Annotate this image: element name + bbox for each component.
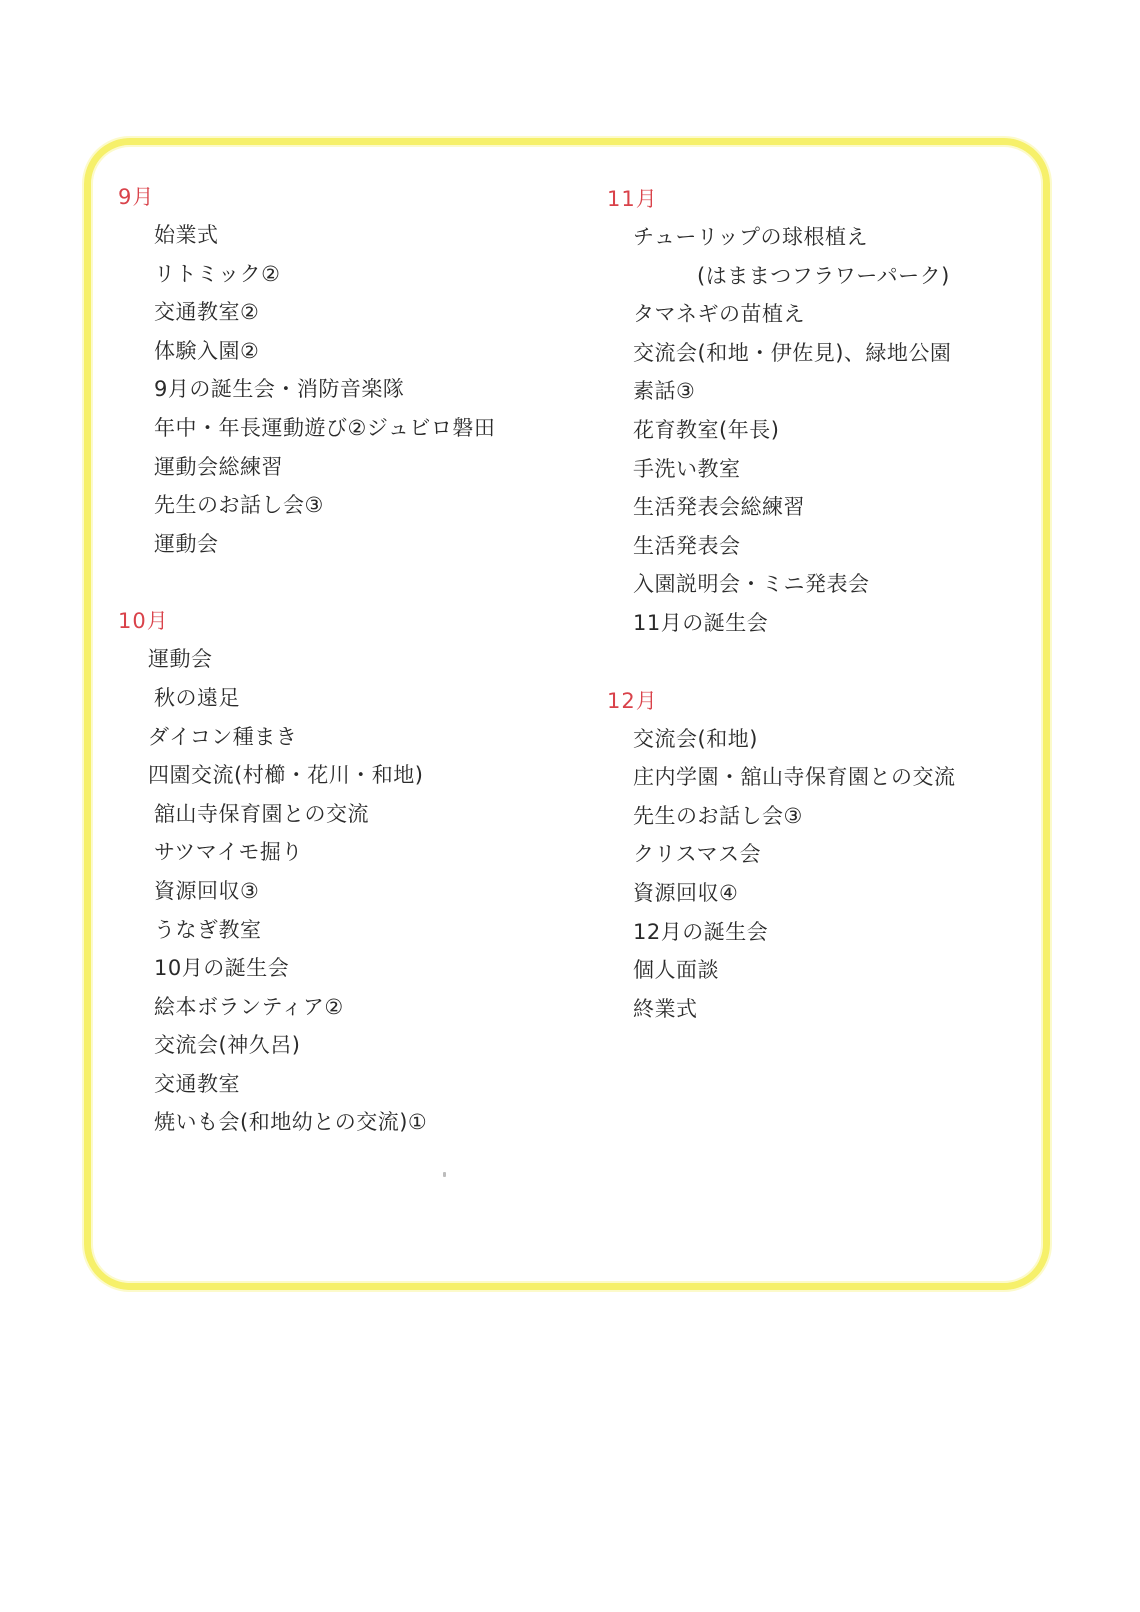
event-item: 秋の遠足 <box>154 685 240 710</box>
event-item: 運動会総練習 <box>154 454 283 479</box>
event-item: 交通教室 <box>154 1071 240 1096</box>
event-item: 四園交流(村櫛・花川・和地) <box>148 763 424 788</box>
event-item: 手洗い教室 <box>633 456 741 481</box>
section-september <box>118 178 558 563</box>
event-item: 先生のお話し会③ <box>633 803 803 828</box>
month-heading-december: 12月 <box>607 688 658 713</box>
event-item: タマネギの苗植え <box>633 302 805 327</box>
event-list-december <box>607 720 1027 1029</box>
event-item: 先生のお話し会③ <box>154 493 324 518</box>
event-item: サツマイモ掘り <box>154 840 303 865</box>
section-october <box>118 602 558 1142</box>
event-item: チューリップの球根植え <box>633 225 869 249</box>
event-item: 9月の誕生会・消防音楽隊 <box>154 377 405 402</box>
event-item-continuation: (はままつフラワーパーク) <box>697 263 950 288</box>
event-item: 焼いも会(和地幼との交流)① <box>154 1110 428 1135</box>
event-item: 体験入園② <box>154 338 260 363</box>
left-column <box>118 178 558 1181</box>
event-item: クリスマス会 <box>633 842 762 867</box>
event-item: 舘山寺保育園との交流 <box>154 801 369 826</box>
event-item: 絵本ボランティア② <box>154 994 344 1019</box>
section-december <box>607 682 1027 1029</box>
event-item: 交流会(和地) <box>633 726 758 751</box>
event-item: 終業式 <box>633 996 698 1021</box>
event-item: ダイコン種まき <box>148 724 298 749</box>
event-item: 花育教室(年長) <box>633 417 780 442</box>
event-item: 11月の誕生会 <box>633 610 769 635</box>
event-item: 入園説明会・ミニ発表会 <box>633 572 870 597</box>
event-item: 生活発表会 <box>633 533 741 558</box>
event-item: 交通教室② <box>154 300 260 325</box>
event-item: 庄内学園・舘山寺保育園との交流 <box>633 765 956 790</box>
event-item: 始業式 <box>154 223 219 247</box>
event-list-november <box>607 218 1027 643</box>
month-heading-september: 9月 <box>118 185 155 209</box>
event-item: 資源回収④ <box>633 880 739 905</box>
event-item: 個人面談 <box>633 958 719 983</box>
event-item: 生活発表会総練習 <box>633 495 805 520</box>
month-heading-october: 10月 <box>118 609 169 634</box>
event-item: リトミック② <box>154 261 281 286</box>
event-item: うなぎ教室 <box>154 917 262 942</box>
right-column <box>607 180 1027 1067</box>
event-item: 10月の誕生会 <box>154 956 290 981</box>
event-item: 交流会(和地・伊佐見)、緑地公園 <box>633 340 952 365</box>
month-heading-november: 11月 <box>607 187 658 211</box>
event-list-september <box>118 216 558 563</box>
event-item: 運動会 <box>154 531 219 556</box>
event-item: 運動会 <box>148 647 213 672</box>
section-november <box>607 180 1027 643</box>
event-item: 資源回収③ <box>154 878 260 903</box>
event-item: 年中・年長運動遊び②ジュビロ磐田 <box>154 415 496 440</box>
event-list-october <box>118 640 558 1142</box>
event-item: 交流会(神久呂) <box>154 1033 301 1058</box>
event-item: 12月の誕生会 <box>633 919 769 944</box>
event-item: 素話③ <box>633 379 696 404</box>
